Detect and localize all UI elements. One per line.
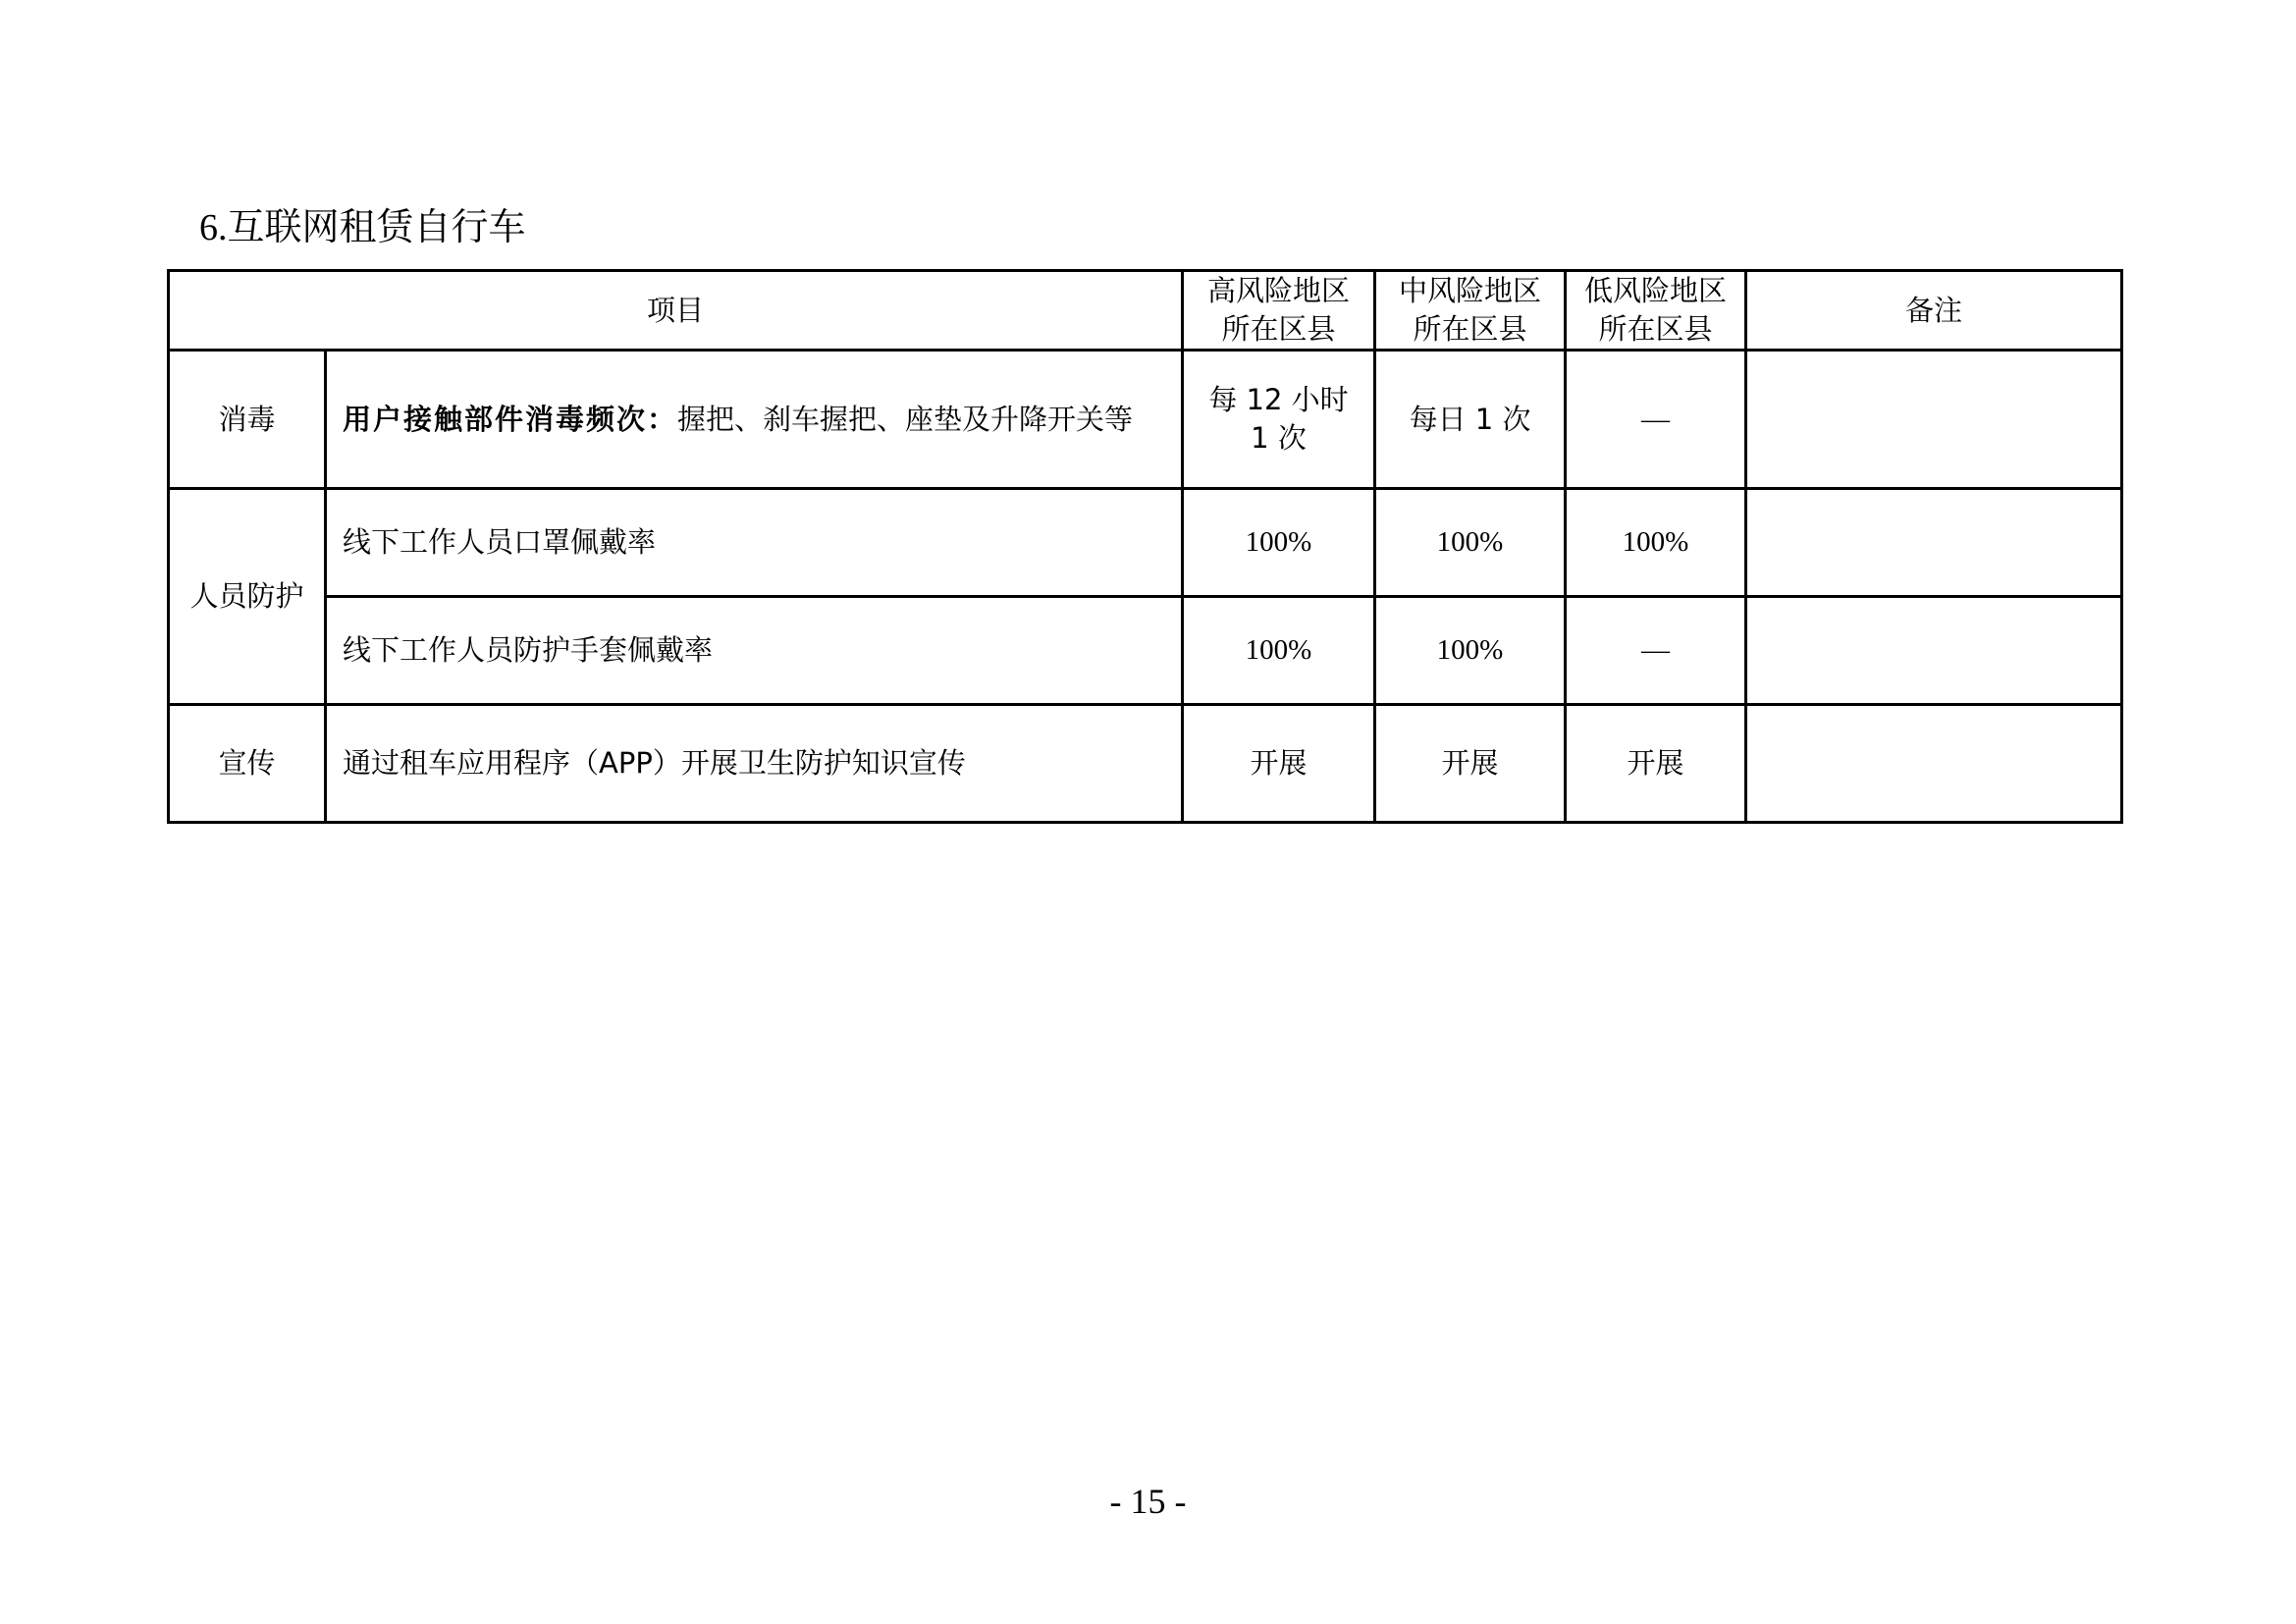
row-item-bold: 用户接触部件消毒频次： [343, 402, 678, 436]
row-category: 消毒 [169, 351, 326, 489]
header-high-line2: 所在区县 [1221, 312, 1336, 347]
header-remark: 备注 [1746, 271, 2122, 351]
row-category: 人员防护 [169, 489, 326, 705]
table-row [169, 489, 2122, 597]
header-low-line2: 所在区县 [1598, 312, 1713, 347]
row-mid-value: 开展 [1375, 705, 1566, 823]
page-number: - 15 - [1109, 1482, 1187, 1521]
row-mid-value: 每日 1 次 [1375, 351, 1566, 489]
row-high-value: 开展 [1183, 705, 1375, 823]
row-low-value: 开展 [1566, 705, 1746, 823]
table-row [169, 597, 2122, 705]
row-remark [1746, 489, 2122, 597]
row-item-rest: 握把、刹车握把、座垫及升降开关等 [677, 402, 1134, 436]
row-item: 线下工作人员口罩佩戴率 [326, 489, 1183, 597]
row-low-value: — [1566, 351, 1746, 489]
row-high-value: 100% [1183, 489, 1375, 597]
header-high-risk [1183, 271, 1375, 351]
row-item [326, 351, 1183, 489]
header-mid-risk [1375, 271, 1566, 351]
row-low-value: 100% [1566, 489, 1746, 597]
row-item: 通过租车应用程序（APP）开展卫生防护知识宣传 [326, 705, 1183, 823]
row-remark [1746, 351, 2122, 489]
header-low-line1: 低风险地区 [1584, 274, 1728, 307]
row-mid-value: 100% [1375, 597, 1566, 705]
header-high-line1: 高风险地区 [1207, 274, 1351, 307]
table-header-row [169, 271, 2122, 351]
row-item: 线下工作人员防护手套佩戴率 [326, 597, 1183, 705]
section-number: 6. [199, 207, 228, 248]
header-mid-line2: 所在区县 [1413, 312, 1527, 347]
section-title [199, 205, 526, 248]
header-item: 项目 [169, 271, 1183, 351]
row-remark [1746, 597, 2122, 705]
header-mid-line1: 中风险地区 [1399, 274, 1542, 307]
row-low-value: — [1566, 597, 1746, 705]
section-title-text: 互联网租赁自行车 [227, 205, 526, 248]
row-mid-value: 100% [1375, 489, 1566, 597]
measures-table [167, 269, 2123, 824]
row-high-value: 100% [1183, 597, 1375, 705]
row-high-value: 每 12 小时 1 次 [1183, 351, 1375, 489]
table-row [169, 705, 2122, 823]
row-remark [1746, 705, 2122, 823]
header-low-risk [1566, 271, 1746, 351]
row-category: 宣传 [169, 705, 326, 823]
table-row [169, 351, 2122, 489]
